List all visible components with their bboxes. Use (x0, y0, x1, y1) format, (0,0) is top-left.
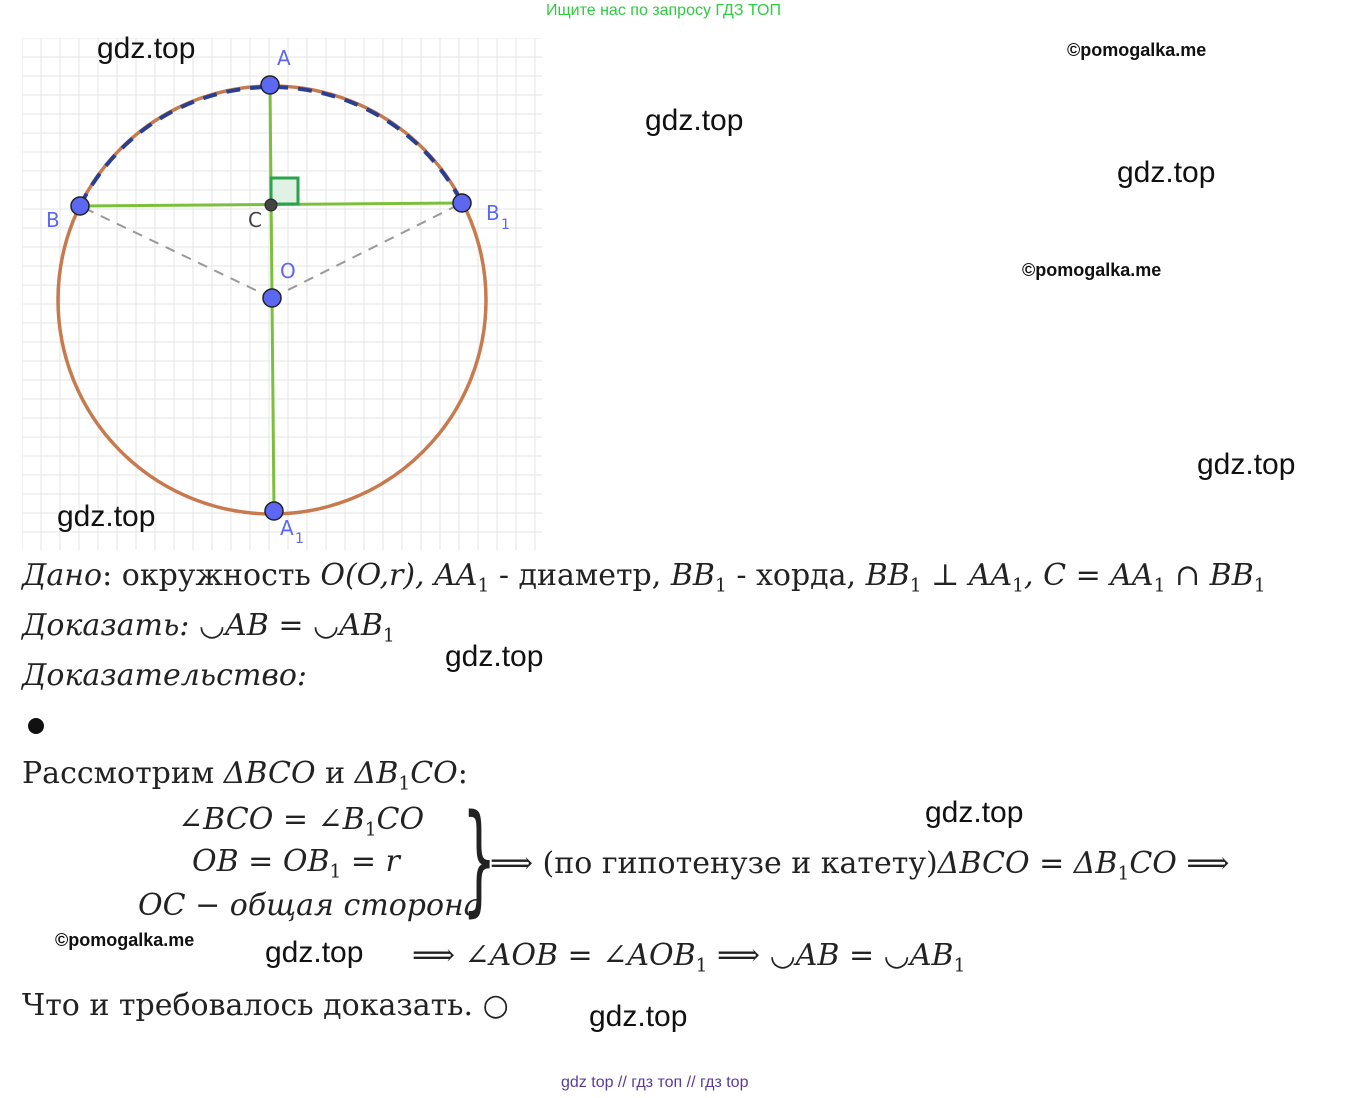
watermark-gdz: gdz.top (265, 936, 364, 969)
grid (22, 38, 542, 550)
prove-label: Доказать (22, 608, 180, 643)
watermark-gdz: gdz.top (645, 104, 744, 137)
label-a: A (277, 46, 291, 70)
label-o: O (280, 259, 296, 283)
watermark-gdz: gdz.top (1197, 448, 1296, 481)
prove-line: Доказать: ◡AB = $◡AB_1$ (22, 608, 395, 647)
proof-label: Доказательство: (22, 658, 308, 693)
label-b1: B (486, 201, 500, 225)
system-line-3: OC − общая сторона (138, 888, 482, 923)
label-b1-sub: 1 (501, 217, 510, 233)
footer-links[interactable]: gdz top // гдз топ // гдз top (561, 1074, 749, 1091)
watermark-pomogalka: ©pomogalka.me (1067, 40, 1207, 60)
label-a1: A (280, 516, 294, 540)
point-b (71, 197, 89, 215)
conclusion-2: ⟹ ∠AOB = $\angle AOB_1$ ⟹ ◡AB = $◡AB_1$ (412, 938, 966, 977)
radius-ob1 (272, 203, 462, 298)
label-c: C (248, 208, 262, 232)
watermark-gdz: gdz.top (97, 32, 196, 65)
label-a1-sub: 1 (295, 531, 304, 547)
watermark-gdz: gdz.top (589, 1000, 688, 1033)
watermark-pomogalka: ©pomogalka.me (1022, 260, 1162, 280)
system-line-1: ∠BCO = $\angle B_1CO$ (178, 802, 425, 841)
system-line-2: OB = $OB_1 = r$ (192, 844, 400, 883)
watermark-gdz: gdz.top (445, 640, 544, 673)
system-brace: } (462, 790, 497, 929)
given-line: Дано: окружность O(O,r), $AA_1$ - диаметр, $BB_1$ - хорда, $BB_1$ ⊥ $AA_1$, $C = AA_1$ ∩ $BB_1$ (22, 558, 1266, 597)
point-o (263, 289, 281, 307)
point-b1 (453, 194, 471, 212)
point-a (261, 76, 279, 94)
consider-line: Рассмотрим ΔBCO и $\Delta B_1CO$: (22, 756, 468, 795)
geometry-figure (22, 38, 542, 550)
watermark-gdz: gdz.top (57, 500, 156, 533)
radius-ob (80, 206, 272, 298)
watermark-gdz: gdz.top (925, 796, 1024, 829)
given-label: Дано (22, 558, 103, 593)
watermark-pomogalka: ©pomogalka.me (55, 930, 195, 950)
point-c (265, 199, 277, 211)
conclusion-1: ⟹ (по гипотенузе и катету)ΔBCO = $\Delta B_1CO$ ⟹ (490, 846, 1230, 885)
top-banner: Ищите нас по запросу ГДЗ ТОП (546, 2, 781, 19)
qed-line: Что и требовалось доказать. ○ (22, 988, 509, 1023)
label-b: B (46, 208, 60, 232)
bullet (28, 718, 44, 734)
watermark-gdz: gdz.top (1117, 156, 1216, 189)
